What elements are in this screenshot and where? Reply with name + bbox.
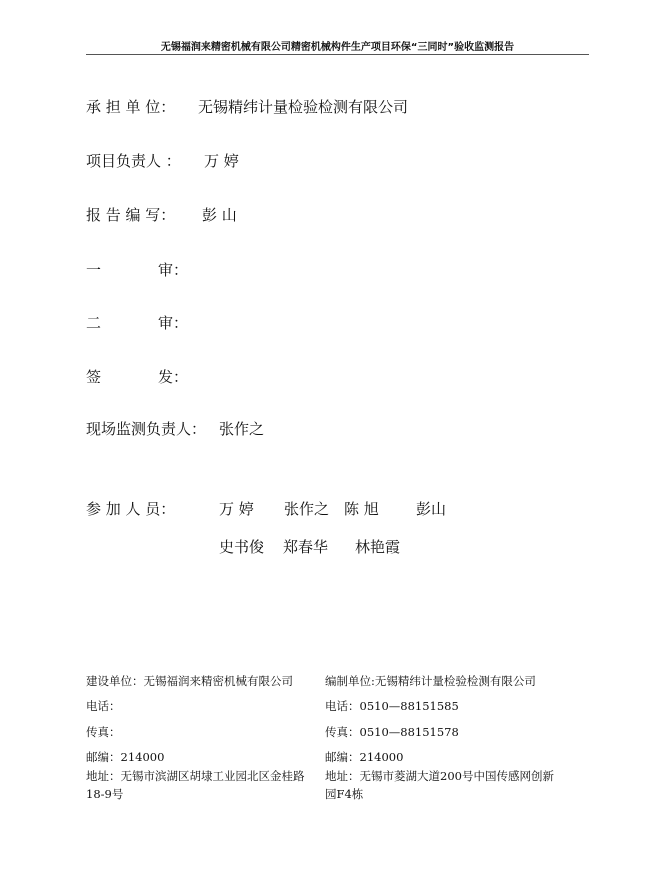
site-lead-value: 张作之 [219,420,265,438]
project-lead-label: 项目负责人 ： [86,152,181,170]
report-header-title: 无锡福润来精密机械有限公司精密机械构件生产项目环保“三同时”验收监测报告 [160,42,515,53]
second-review-colon: 审： [158,314,189,332]
participant-name: 彭山 [416,500,447,518]
participant-name: 林艳霞 [355,538,401,556]
report-writer-value: 彭 山 [202,206,237,224]
participant-name: 张作之 [284,500,330,518]
undertaker-label: 承 担 单 位： [86,98,176,116]
project-lead-value: 万 婷 [204,152,239,170]
participant-name: 史书俊 [219,538,265,556]
builder-phone: 电话： [86,699,121,713]
builder-fax: 传真： [86,725,121,739]
sign-off-label: 签 [86,368,102,386]
builder-address: 地址：无锡市滨湖区胡埭工业园北区金桂路18-9号 [86,769,305,801]
compiler-phone: 电话：0510—88151585 [325,699,459,713]
site-lead-label: 现场监测负责人： [86,420,207,438]
participant-name: 陈 旭 [344,500,379,518]
second-review-label: 二 [86,314,102,332]
report-writer-label: 报 告 编 写： [86,206,176,224]
participant-name: 郑春华 [283,538,329,556]
compiler-postcode: 邮编：214000 [325,750,404,764]
header-divider [86,54,589,55]
builder-unit: 建设单位：无锡福润来精密机械有限公司 [86,674,293,688]
participants-label: 参 加 人 员： [86,500,176,518]
undertaker-value: 无锡精纬计量检验检测有限公司 [198,98,409,116]
builder-postcode: 邮编：214000 [86,750,165,764]
first-review-colon: 审： [158,261,189,279]
participant-name: 万 婷 [219,500,254,518]
sign-off-colon: 发： [158,368,189,386]
compiler-unit: 编制单位:无锡精纬计量检验检测有限公司 [325,674,536,688]
compiler-fax: 传真：0510—88151578 [325,725,459,739]
first-review-label: 一 [86,261,102,279]
compiler-address: 地址：无锡市菱湖大道200号中国传感网创新园F4栋 [325,769,554,801]
